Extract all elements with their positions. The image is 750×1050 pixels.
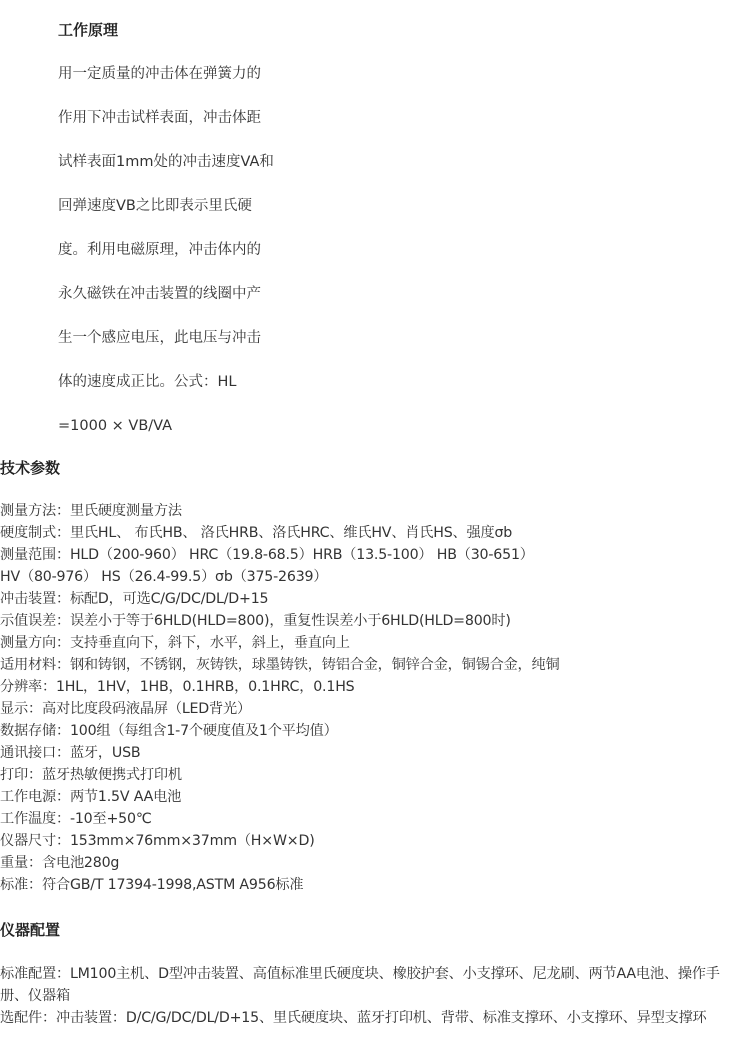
configuration-title: 仪器配置 xyxy=(0,921,61,939)
spec-line: 测量范围：HLD（200-960） HRC（19.8-68.5）HRB（13.5-100） HB（30-651） xyxy=(0,547,534,563)
config-standard: 标准配置：LM100主机、D型冲击装置、高值标准里氏硬度块、橡胶护套、小支撑环、尼龙刷、两节AA电池、操作手册、仪器箱 xyxy=(0,966,720,1004)
spec-line: 标准：符合GB/T 17394-1998,ASTM A956标准 xyxy=(0,877,304,893)
principle-line: 回弹速度VB之比即表示里氏硬 xyxy=(58,198,252,214)
spec-line: 硬度制式：里氏HL、 布氏HB、 洛氏HRB、洛氏HRC、维氏HV、肖氏HS、强度σb xyxy=(0,525,513,541)
spec-line: 示值误差：误差小于等于6HLD(HLD=800)，重复性误差小于6HLD(HLD=800时) xyxy=(0,613,511,629)
spec-line: 重量：含电池280g xyxy=(0,855,120,871)
spec-line: HV（80-976） HS（26.4-99.5）σb（375-2639） xyxy=(0,569,328,585)
principle-line: 生一个感应电压，此电压与冲击 xyxy=(58,330,261,346)
principle-line: 永久磁铁在冲击装置的线圈中产 xyxy=(58,286,261,302)
principle-formula: =1000 × VB/VA xyxy=(58,418,173,434)
principle-line: 体的速度成正比。公式：HL xyxy=(58,374,237,390)
spec-line: 适用材料：钢和铸钢，不锈钢，灰铸铁，球墨铸铁，铸铝合金，铜锌合金，铜锡合金，纯铜 xyxy=(0,657,560,673)
spec-line: 测量方向：支持垂直向下，斜下，水平，斜上，垂直向上 xyxy=(0,635,350,651)
principle-line: 用一定质量的冲击体在弹簧力的 xyxy=(58,66,261,82)
principle-line: 试样表面1mm处的冲击速度VA和 xyxy=(58,154,274,170)
spec-line: 仪器尺寸：153mm×76mm×37mm（H×W×D) xyxy=(0,833,315,849)
config-optional: 选配件：冲击装置：D/C/G/DC/DL/D+15、里氏硬度块、蓝牙打印机、背带、标准支撑环、小支撑环、异型支撑环 xyxy=(0,1010,707,1026)
tech-specs-list xyxy=(0,500,750,896)
working-principle-title: 工作原理 xyxy=(58,21,119,39)
principle-line: 度。利用电磁原理，冲击体内的 xyxy=(58,242,261,258)
spec-line: 测量方法：里氏硬度测量方法 xyxy=(0,503,182,519)
spec-line: 数据存储：100组（每组含1-7个硬度值及1个平均值） xyxy=(0,723,338,739)
spec-line: 工作温度：-10至+50℃ xyxy=(0,811,152,827)
spec-line: 通讯接口：蓝牙，USB xyxy=(0,745,141,761)
principle-line: 作用下冲击试样表面，冲击体距 xyxy=(58,110,261,126)
spec-line: 冲击装置：标配D，可选C/G/DC/DL/D+15 xyxy=(0,591,269,607)
spec-line: 分辨率：1HL，1HV，1HB，0.1HRB，0.1HRC，0.1HS xyxy=(0,679,355,695)
tech-specs-title: 技术参数 xyxy=(0,459,61,477)
configuration-list xyxy=(0,963,740,1029)
spec-line: 显示：高对比度段码液晶屏（LED背光） xyxy=(0,701,251,717)
spec-line: 工作电源：两节1.5V AA电池 xyxy=(0,789,182,805)
spec-line: 打印：蓝牙热敏便携式打印机 xyxy=(0,767,182,783)
